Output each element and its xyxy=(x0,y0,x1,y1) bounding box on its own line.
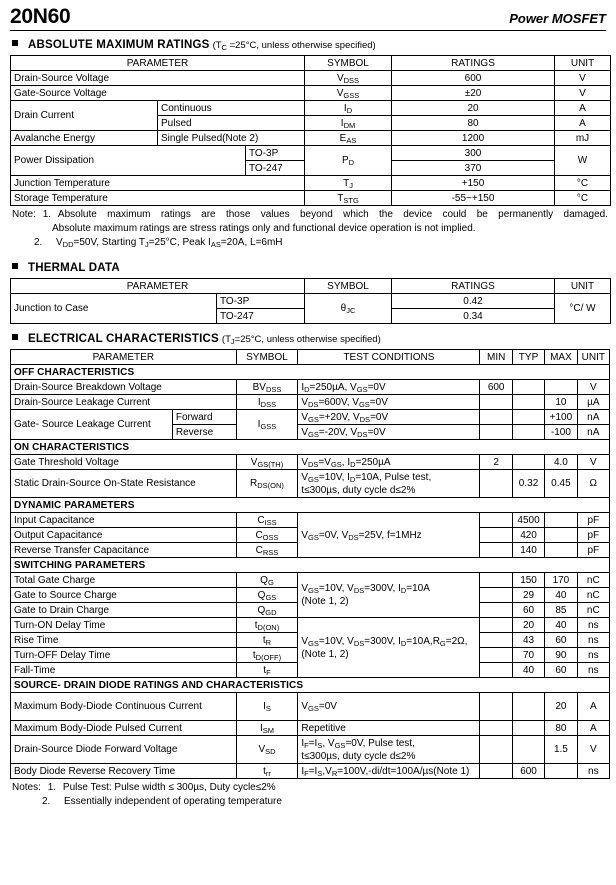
param-name: Gate to Source Charge xyxy=(11,588,237,603)
test-conditions: $V_{GS}=10V$, $I_D=10A$, Pulse test, t≤300µs, duty cycle d≤2% xyxy=(298,470,480,498)
param-symbol: $P_D$ xyxy=(305,146,392,176)
test-conditions: $I_D=250\mu A$, $V_{GS}=0V$ xyxy=(298,380,480,395)
param-symbol: $V_{DSS}$ xyxy=(305,71,392,86)
value-min xyxy=(480,693,512,721)
param-symbol: $I_{DSS}$ xyxy=(236,395,298,410)
note-number: 1. xyxy=(42,209,52,221)
table-row xyxy=(11,86,611,101)
param-rating: +150 xyxy=(392,176,555,191)
value-typ: 4500 xyxy=(512,513,544,528)
param-name: Fall-Time xyxy=(11,663,237,678)
absolute-maximum-ratings-table xyxy=(10,55,611,206)
param-name: Turn-ON Delay Time xyxy=(11,618,237,633)
param-name: Turn-OFF Delay Time xyxy=(11,648,237,663)
value-unit: ns xyxy=(577,648,609,663)
param-unit: A xyxy=(555,116,611,131)
value-min xyxy=(480,425,512,440)
test-conditions: Repetitive xyxy=(298,721,480,736)
value-typ: 0.32 xyxy=(512,470,544,498)
param-name: Drain Current xyxy=(11,101,158,131)
value-max: 60 xyxy=(545,633,577,648)
value-min xyxy=(480,395,512,410)
param-symbol: $V_{GSS}$ xyxy=(305,86,392,101)
table-row xyxy=(11,101,611,116)
param-name: Rise Time xyxy=(11,633,237,648)
param-package: TO-247 xyxy=(217,309,305,324)
param-package: TO-247 xyxy=(246,161,305,176)
section-title: ELECTRICAL CHARACTERISTICS xyxy=(28,333,219,346)
param-symbol: $Q_G$ xyxy=(236,573,298,588)
table-row xyxy=(11,191,611,206)
product-family: Power MOSFET xyxy=(509,11,606,27)
value-max: +100 xyxy=(545,410,577,425)
value-max: 4.0 xyxy=(545,455,577,470)
test-conditions: $V_{GS}=10V$, $V_{DS}=300V$, $I_D=10A$ (Note 1, 2) xyxy=(298,573,480,618)
value-min xyxy=(480,764,512,779)
value-typ: 60 xyxy=(512,603,544,618)
value-max: 40 xyxy=(545,588,577,603)
value-typ xyxy=(512,410,544,425)
note-number: 1. xyxy=(47,782,57,794)
value-typ xyxy=(512,455,544,470)
value-min xyxy=(480,618,512,633)
param-symbol: $t_F$ xyxy=(236,663,298,678)
param-symbol: $I_{DM}$ xyxy=(305,116,392,131)
col-max: MAX xyxy=(545,350,577,365)
col-unit: UNIT xyxy=(555,279,611,294)
param-unit: W xyxy=(555,146,611,176)
value-typ: 150 xyxy=(512,573,544,588)
col-symbol: SYMBOL xyxy=(236,350,298,365)
table-row xyxy=(11,573,610,588)
notes-label: Note: xyxy=(12,209,36,221)
section-abs-max-heading xyxy=(12,39,608,51)
value-min xyxy=(480,543,512,558)
param-symbol: $C_{RSS}$ xyxy=(236,543,298,558)
param-rating: 20 xyxy=(392,101,555,116)
param-unit: °C xyxy=(555,191,611,206)
param-name: Drain-Source Diode Forward Voltage xyxy=(11,736,237,764)
abs-max-notes xyxy=(12,208,608,250)
param-name: Input Capacitance xyxy=(11,513,237,528)
value-typ xyxy=(512,425,544,440)
value-typ: 600 xyxy=(512,764,544,779)
value-unit: µA xyxy=(577,395,609,410)
table-group-row xyxy=(11,498,610,513)
test-conditions: $I_F=I_S$, $V_{GS}=0V$, Pulse test, t≤300µs, duty cycle d≤2% xyxy=(298,736,480,764)
table-header-row xyxy=(11,350,610,365)
param-symbol: $T_J$ xyxy=(305,176,392,191)
param-subname: Forward xyxy=(172,410,236,425)
param-name: Drain-Source Voltage xyxy=(11,71,305,86)
value-unit: V xyxy=(577,455,609,470)
param-symbol: $T_{STG}$ xyxy=(305,191,392,206)
value-min xyxy=(480,410,512,425)
note-text: Essentially independent of operating temperature xyxy=(64,796,282,808)
group-header: SWITCHING PARAMETERS xyxy=(11,558,610,573)
group-header: OFF CHARACTERISTICS xyxy=(11,365,610,380)
square-bullet-icon xyxy=(12,263,18,269)
electrical-characteristics-table xyxy=(10,349,610,779)
document-header xyxy=(8,6,608,29)
value-unit: A xyxy=(577,693,609,721)
value-max: 40 xyxy=(545,618,577,633)
group-header: ON CHARACTERISTICS xyxy=(11,440,610,455)
value-unit: Ω xyxy=(577,470,609,498)
value-max xyxy=(545,528,577,543)
note-text: Pulse Test: Pulse width ≤ 300µs, Duty cycle≤2% xyxy=(62,782,276,794)
param-name: Output Capacitance xyxy=(11,528,237,543)
col-symbol: SYMBOL xyxy=(305,56,392,71)
table-row xyxy=(11,455,610,470)
param-unit: °C xyxy=(555,176,611,191)
section-title: ABSOLUTE MAXIMUM RATINGS xyxy=(28,39,210,52)
param-name: Maximum Body-Diode Pulsed Current xyxy=(11,721,237,736)
param-symbol: $t_{rr}$ xyxy=(236,764,298,779)
param-unit: °C/ W xyxy=(555,294,611,324)
col-parameter: PARAMETER xyxy=(11,279,305,294)
value-unit: nC xyxy=(577,573,609,588)
col-ratings: RATINGS xyxy=(392,279,555,294)
note-text: $V_{DD}=50V$, Starting $T_J=25^\circ C$, Peak $I_{AS}=20A$, L=6mH xyxy=(56,237,283,250)
param-name: Junction to Case xyxy=(11,294,217,324)
col-typ: TYP xyxy=(512,350,544,365)
table-row xyxy=(11,410,610,425)
table-row xyxy=(11,71,611,86)
value-typ xyxy=(512,395,544,410)
test-conditions: $V_{GS}=10V$, $V_{DS}=300V$, $I_D=10A,R_G=2\Omega$, (Note 1, 2) xyxy=(298,618,480,678)
value-typ xyxy=(512,721,544,736)
param-name: Gate Threshold Voltage xyxy=(11,455,237,470)
param-rating: 80 xyxy=(392,116,555,131)
param-subname: Reverse xyxy=(172,425,236,440)
param-rating: -55~+150 xyxy=(392,191,555,206)
table-group-row xyxy=(11,678,610,693)
value-max: 170 xyxy=(545,573,577,588)
value-typ xyxy=(512,380,544,395)
param-name: Body Diode Reverse Recovery Time xyxy=(11,764,237,779)
param-name: Total Gate Charge xyxy=(11,573,237,588)
param-symbol: $Q_{GD}$ xyxy=(236,603,298,618)
value-typ: 29 xyxy=(512,588,544,603)
param-symbol: $Q_{GS}$ xyxy=(236,588,298,603)
param-symbol: $C_{OSS}$ xyxy=(236,528,298,543)
note-text: Absolute maximum ratings are those values beyond which the device could be permanently damaged. xyxy=(57,209,608,221)
value-max xyxy=(545,764,577,779)
param-subname: Pulsed xyxy=(158,116,305,131)
value-unit: ns xyxy=(577,633,609,648)
value-min xyxy=(480,736,512,764)
value-min xyxy=(480,588,512,603)
test-conditions: $V_{GS}=0V$ xyxy=(298,693,480,721)
test-conditions: $I_F=I_S,V_R=100V,-di/dt=100A/\mu s(Note$ 1) xyxy=(298,764,480,779)
value-typ: 70 xyxy=(512,648,544,663)
value-min xyxy=(480,648,512,663)
param-name: Junction Temperature xyxy=(11,176,305,191)
value-unit: nC xyxy=(577,603,609,618)
thermal-data-table xyxy=(10,278,611,324)
value-max: 80 xyxy=(545,721,577,736)
part-number: 20N60 xyxy=(10,5,71,28)
param-name: Gate-Source Voltage xyxy=(11,86,305,101)
param-unit: mJ xyxy=(555,131,611,146)
test-conditions: $V_{DS}=V_{GS}$, $I_D=250\mu A$ xyxy=(298,455,480,470)
param-package: TO-3P xyxy=(217,294,305,309)
param-name: Gate- Source Leakage Current xyxy=(11,410,173,440)
value-min xyxy=(480,721,512,736)
table-row xyxy=(11,693,610,721)
table-row xyxy=(11,513,610,528)
test-conditions: $V_{GS}=-20V$, $V_{DS}=0V$ xyxy=(298,425,480,440)
square-bullet-icon xyxy=(12,334,18,340)
table-row xyxy=(11,764,610,779)
value-unit: ns xyxy=(577,618,609,633)
value-max: 1.5 xyxy=(545,736,577,764)
param-name: Avalanche Energy xyxy=(11,131,158,146)
param-unit: V xyxy=(555,71,611,86)
value-max: 10 xyxy=(545,395,577,410)
table-row xyxy=(11,294,611,309)
value-unit: nA xyxy=(577,410,609,425)
table-row xyxy=(11,380,610,395)
test-conditions: $V_{GS}=0V$, $V_{DS}=25V$, f=1MHz xyxy=(298,513,480,558)
param-rating: 370 xyxy=(392,161,555,176)
param-subname: Continuous xyxy=(158,101,305,116)
table-group-row xyxy=(11,365,610,380)
section-electrical-heading xyxy=(12,333,608,345)
value-typ: 20 xyxy=(512,618,544,633)
param-rating: 600 xyxy=(392,71,555,86)
col-parameter: PARAMETER xyxy=(11,350,237,365)
value-min xyxy=(480,513,512,528)
value-max: 90 xyxy=(545,648,577,663)
note-text: Absolute maximum ratings are stress ratings only and functional device operation is not implied. xyxy=(52,223,476,235)
note-number: 2. xyxy=(34,237,43,249)
param-symbol: $\theta_{JC}$ xyxy=(305,294,392,324)
section-condition: ($T_J=25^\circ C$, unless otherwise specified) xyxy=(221,334,381,347)
test-conditions: $V_{DS}=600V$, $V_{GS}=0V$ xyxy=(298,395,480,410)
param-symbol: $C_{ISS}$ xyxy=(236,513,298,528)
param-name: Storage Temperature xyxy=(11,191,305,206)
value-min xyxy=(480,470,512,498)
value-min xyxy=(480,603,512,618)
test-conditions: $V_{GS}=+20V$, $V_{DS}=0V$ xyxy=(298,410,480,425)
col-test-conditions: TEST CONDITIONS xyxy=(298,350,480,365)
table-row xyxy=(11,618,610,633)
value-max: 20 xyxy=(545,693,577,721)
param-rating: 0.42 xyxy=(392,294,555,309)
param-symbol: $BV_{DSS}$ xyxy=(236,380,298,395)
value-unit: pF xyxy=(577,528,609,543)
group-header: SOURCE- DRAIN DIODE RATINGS AND CHARACTERISTICS xyxy=(11,678,610,693)
table-header-row xyxy=(11,56,611,71)
param-name: Gate to Drain Charge xyxy=(11,603,237,618)
value-min xyxy=(480,573,512,588)
param-rating: 1200 xyxy=(392,131,555,146)
value-typ xyxy=(512,736,544,764)
value-typ: 40 xyxy=(512,663,544,678)
col-symbol: SYMBOL xyxy=(305,279,392,294)
header-divider xyxy=(10,30,606,31)
value-min xyxy=(480,528,512,543)
col-min: MIN xyxy=(480,350,512,365)
table-row xyxy=(11,395,610,410)
col-parameter: PARAMETER xyxy=(11,56,305,71)
value-max: 85 xyxy=(545,603,577,618)
param-symbol: $E_{AS}$ xyxy=(305,131,392,146)
param-symbol: $t_R$ xyxy=(236,633,298,648)
param-unit: V xyxy=(555,86,611,101)
param-symbol: $t_{D(ON)}$ xyxy=(236,618,298,633)
param-package: TO-3P xyxy=(246,146,305,161)
param-name: Maximum Body-Diode Continuous Current xyxy=(11,693,237,721)
table-row xyxy=(11,736,610,764)
value-max xyxy=(545,543,577,558)
value-min: 600 xyxy=(480,380,512,395)
value-typ: 140 xyxy=(512,543,544,558)
param-symbol: $V_{GS(TH)}$ xyxy=(236,455,298,470)
col-unit: UNIT xyxy=(577,350,609,365)
value-min: 2 xyxy=(480,455,512,470)
param-symbol: $I_{GSS}$ xyxy=(236,410,298,440)
param-subname: Single Pulsed(Note 2) xyxy=(158,131,305,146)
table-row xyxy=(11,470,610,498)
value-max: 0.45 xyxy=(545,470,577,498)
table-group-row xyxy=(11,558,610,573)
param-name: Static Drain-Source On-State Resistance xyxy=(11,470,237,498)
table-row xyxy=(11,146,611,161)
square-bullet-icon xyxy=(12,40,18,46)
param-symbol: $I_D$ xyxy=(305,101,392,116)
param-name: Power Dissipation xyxy=(11,146,246,176)
section-thermal-heading xyxy=(12,262,608,274)
param-symbol: $R_{DS(ON)}$ xyxy=(236,470,298,498)
notes-label: Notes: xyxy=(12,782,41,794)
value-unit: V xyxy=(577,736,609,764)
value-unit: nA xyxy=(577,425,609,440)
param-rating: 0.34 xyxy=(392,309,555,324)
param-symbol: $I_S$ xyxy=(236,693,298,721)
section-title: THERMAL DATA xyxy=(28,262,120,275)
table-row xyxy=(11,721,610,736)
col-unit: UNIT xyxy=(555,56,611,71)
table-row xyxy=(11,131,611,146)
param-unit: A xyxy=(555,101,611,116)
table-row xyxy=(11,176,611,191)
param-name: Reverse Transfer Capacitance xyxy=(11,543,237,558)
electrical-notes xyxy=(12,781,608,809)
table-group-row xyxy=(11,440,610,455)
value-unit: pF xyxy=(577,543,609,558)
param-name: Drain-Source Leakage Current xyxy=(11,395,237,410)
group-header: DYNAMIC PARAMETERS xyxy=(11,498,610,513)
param-rating: 300 xyxy=(392,146,555,161)
value-typ: 420 xyxy=(512,528,544,543)
table-header-row xyxy=(11,279,611,294)
col-ratings: RATINGS xyxy=(392,56,555,71)
value-max xyxy=(545,513,577,528)
value-max: 60 xyxy=(545,663,577,678)
value-unit: nC xyxy=(577,588,609,603)
section-condition: ($T_C =25^\circ C$, unless otherwise specified) xyxy=(212,40,376,53)
value-unit: pF xyxy=(577,513,609,528)
value-typ xyxy=(512,693,544,721)
value-unit: A xyxy=(577,721,609,736)
note-number: 2. xyxy=(42,796,51,808)
value-max: -100 xyxy=(545,425,577,440)
param-symbol: $V_{SD}$ xyxy=(236,736,298,764)
value-max xyxy=(545,380,577,395)
param-symbol: $I_{SM}$ xyxy=(236,721,298,736)
param-symbol: $t_{D(OFF)}$ xyxy=(236,648,298,663)
param-rating: ±20 xyxy=(392,86,555,101)
param-name: Drain-Source Breakdown Voltage xyxy=(11,380,237,395)
value-min xyxy=(480,663,512,678)
value-min xyxy=(480,633,512,648)
value-unit: ns xyxy=(577,764,609,779)
value-unit: V xyxy=(577,380,609,395)
value-unit: ns xyxy=(577,663,609,678)
value-typ: 43 xyxy=(512,633,544,648)
